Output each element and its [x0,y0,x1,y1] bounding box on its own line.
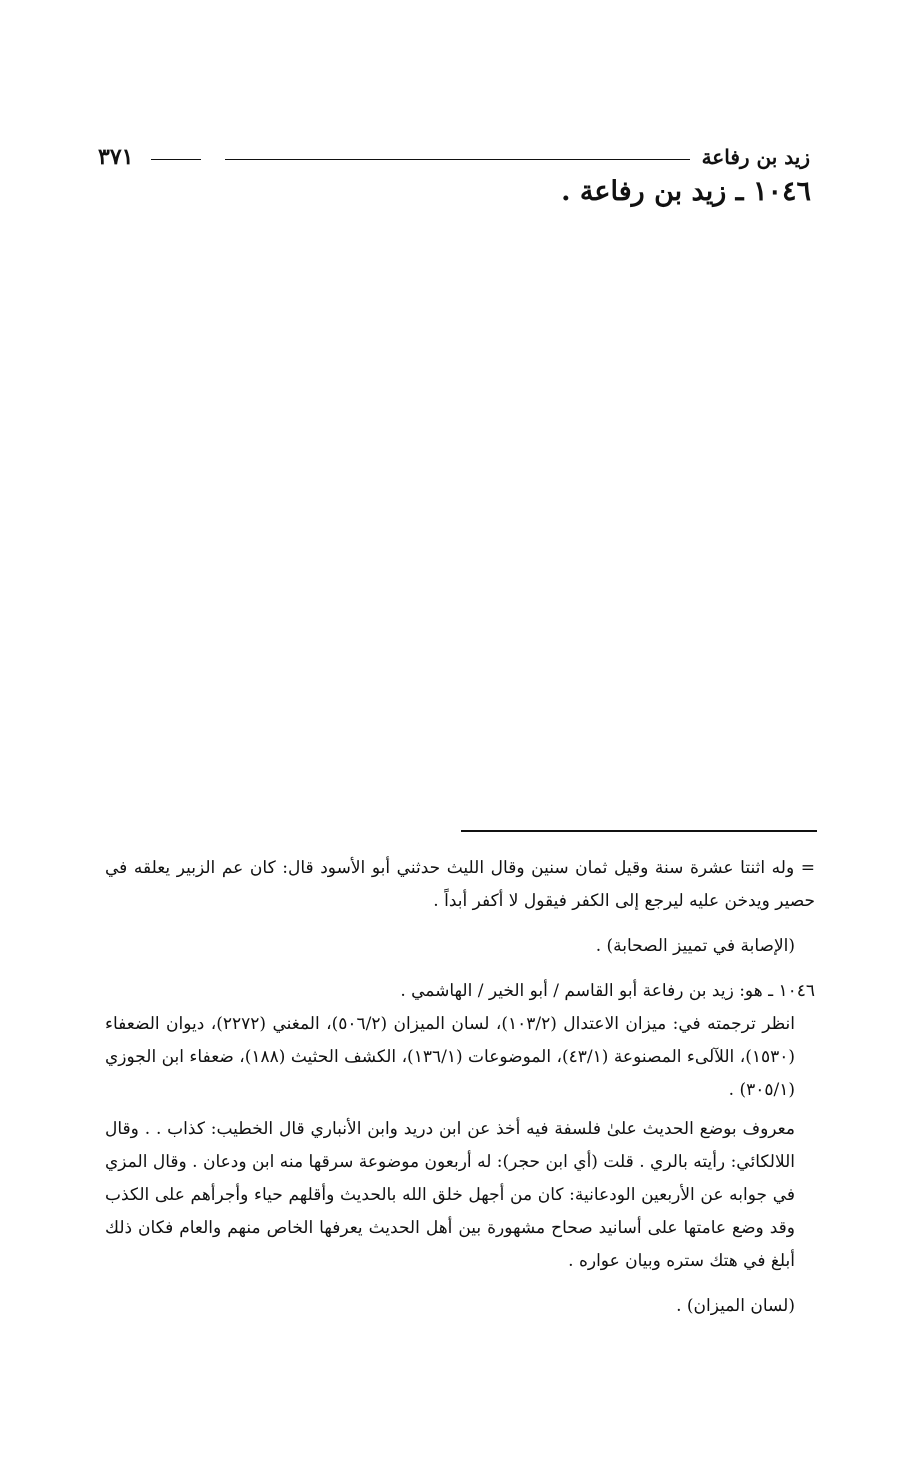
page-number: ٣٧١ [98,144,134,170]
footnote-1046-body: معروف بوضع الحديث علىٰ فلسفة فيه أخذ عن ابن دريد وابن الأنباري قال الخطيب: كذاب . . وقال اللالكائي: رأيته بالري . قلت (أي ابن حجر): له أربعون موضوعة سرقها منه ابن ودعان . وقال المزي في جوابه عن الأربعين الودعانية: كان من أجهل خلق الله بالحديث وأقلهم حياء وأجرأهم على الكذب وقد وضع عامتها على أسانيد صحاح مشهورة بين أهل الحديث يعرفها الخاص منهم والعام فكان ذلك أبلغ في هتك ستره وبيان عواره . [105,1119,795,1271]
footnotes [105,852,815,1323]
footnote-1046-references: انظر ترجمته في: ميزان الاعتدال (١٠٣/٢)، لسان الميزان (٥٠٦/٢)، المغني (٢٢٧٢)، ديوان الضعفاء (١٥٣٠)، اللآلىء المصنوعة (٤٣/١)، الموضوعات (١٣٦/١)، الكشف الحثيث (١٨٨)، ضعفاء ابن الجوزي (٣٠٥/١) . [105,1014,795,1100]
footnote-continuation: = وله اثنتا عشرة سنة وقيل ثمان سنين وقال الليث حدثني أبو الأسود قال: كان عم الزبير يعلقه في حصير ويدخن عليه ليرجع إلى الكفر فيقول لا أكفر أبداً . [105,858,815,911]
header-rule [225,159,689,160]
header-rule-short [151,159,201,160]
footnote-separator [461,830,817,832]
footnote-continuation-source: (الإصابة في تمييز الصحابة) . [595,936,795,956]
entry-heading: ١٠٤٦ ـ زيد بن رفاعة . [561,176,811,207]
running-header [98,140,810,174]
footnote-1046-intro: ١٠٤٦ ـ هو: زيد بن رفاعة أبو القاسم / أبو الخير / الهاشمي . [400,981,815,1001]
footnote-1046-source: (لسان الميزان) . [676,1296,795,1316]
running-title: زيد بن رفاعة [701,145,810,169]
